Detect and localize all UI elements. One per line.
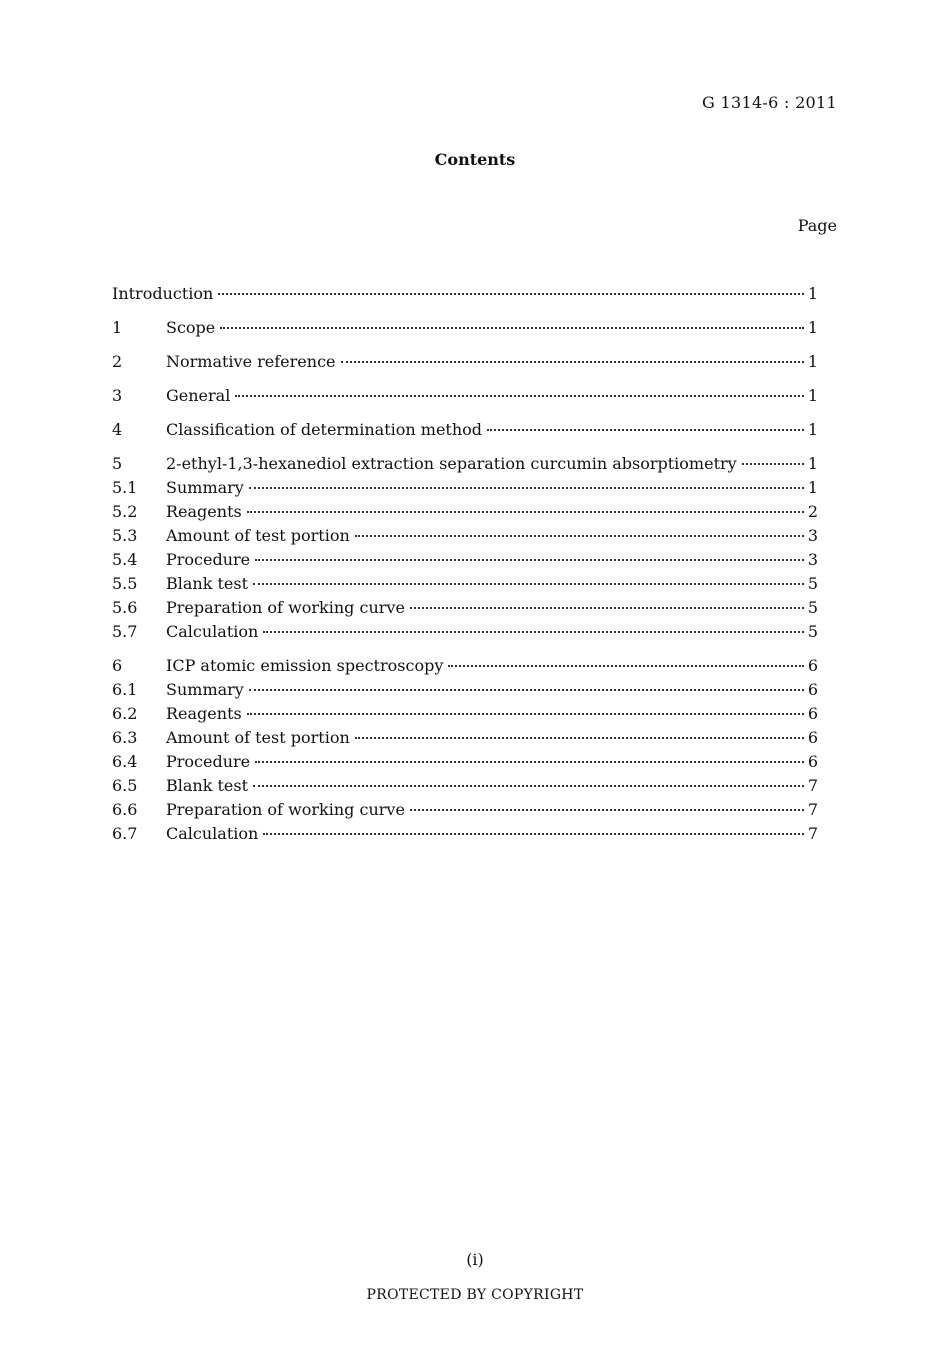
toc-entry[interactable] [112,548,818,572]
toc-entry-page: 1 [807,478,818,497]
toc-entry-number: 5.7 [112,622,138,641]
toc-entry[interactable] [112,750,818,774]
toc-entry[interactable] [112,418,818,442]
toc-entry-number: 1 [112,318,123,337]
toc-entry[interactable] [112,620,818,644]
dot-leader [253,582,804,585]
toc-entry-number: 5.1 [112,478,138,497]
toc-entry-number: 3 [112,386,123,405]
toc-entry-page: 1 [807,420,818,439]
toc-entry-page: 3 [807,526,818,545]
toc-entry-title: Scope [166,318,216,337]
toc-entry-page: 6 [807,656,818,675]
toc-entry-title: 2-ethyl-1,3-hexanediol extraction separation curcumin absorptiometry [166,454,737,473]
toc-entry-title: Blank test [166,574,249,593]
toc-entry-number: 6.4 [112,752,138,771]
toc-entry-page: 1 [807,386,818,405]
dot-leader [341,360,804,363]
toc-entry-title: Amount of test portion [166,526,350,545]
dot-leader [410,808,804,811]
toc-entry-title: Calculation [166,622,259,641]
toc-entry-number: 5.5 [112,574,138,593]
dot-leader [220,326,804,329]
toc-entry-title: Blank test [166,776,249,795]
toc-entry-page: 6 [807,704,818,723]
toc-entry-title: ICP atomic emission spectroscopy [166,656,444,675]
dot-leader [235,394,803,397]
dot-leader [742,462,804,465]
toc-entry-page: 2 [807,502,818,521]
dot-leader [247,510,804,513]
toc-entry-number: 5 [112,454,123,473]
toc-entry-title: Preparation of working curve [166,800,405,819]
toc-entry-number: 6.7 [112,824,138,843]
dot-leader [355,736,804,739]
toc-entry-title: Preparation of working curve [166,598,405,617]
toc-entry-page: 3 [807,550,818,569]
dot-leader [263,832,804,835]
dot-leader [249,688,804,691]
toc-entry[interactable] [112,596,818,620]
toc-entry-page: 7 [807,776,818,795]
toc-entry-page: 5 [807,598,818,617]
toc-entry-number: 6.2 [112,704,138,723]
toc-entry-number: 6.5 [112,776,138,795]
toc-entry-number: 5.3 [112,526,138,545]
toc-entry-page: 5 [807,574,818,593]
toc-entry[interactable] [112,316,818,340]
dot-leader [247,712,804,715]
dot-leader [255,558,804,561]
dot-leader [218,292,803,295]
toc-entry-number: 5.6 [112,598,138,617]
dot-leader [255,760,804,763]
toc-entry-number: 6.6 [112,800,138,819]
toc-entry-number: 6 [112,656,123,675]
toc-entry-title: Procedure [166,752,251,771]
toc-entry-page: 1 [807,352,818,371]
page-column-label: Page [797,216,837,235]
toc-entry[interactable] [112,822,818,846]
toc-entry[interactable] [112,798,818,822]
toc-entry[interactable] [112,774,818,798]
toc-entry[interactable] [112,654,818,678]
toc-entry-title: Amount of test portion [166,728,350,747]
toc-entry-title: Calculation [166,824,259,843]
dot-leader [249,486,804,489]
toc-entry[interactable] [112,452,818,476]
toc-entry-number: 4 [112,420,123,439]
dot-leader [448,664,803,667]
toc-entry-number: 5.2 [112,502,138,521]
page-number: (i) [466,1250,484,1269]
toc-entry-title: Summary [166,680,244,699]
toc-entry-title: Reagents [166,502,242,521]
toc-entry-number: 5.4 [112,550,138,569]
toc-entry[interactable] [112,678,818,702]
toc-entry-number: 6.3 [112,728,138,747]
toc-entry-page: 1 [807,284,818,303]
toc-entry[interactable] [112,702,818,726]
dot-leader [410,606,804,609]
toc-entry-number: 2 [112,352,123,371]
dot-leader [263,630,804,633]
toc-entry-title: Introduction [112,284,214,303]
document-number: G 1314-6 : 2011 [702,93,837,112]
toc-entry-page: 7 [807,800,818,819]
toc-entry-page: 5 [807,622,818,641]
toc-entry[interactable] [112,572,818,596]
toc-entry-page: 7 [807,824,818,843]
toc-entry-title: Reagents [166,704,242,723]
toc-entry-title: Classification of determination method [166,420,483,439]
copyright-notice: PROTECTED BY COPYRIGHT [366,1287,584,1303]
toc-entry-page: 6 [807,752,818,771]
toc-entry[interactable] [112,500,818,524]
dot-leader [487,428,804,431]
toc-entry-page: 1 [807,318,818,337]
toc-entry-title: Procedure [166,550,251,569]
toc-entry-title: General [166,386,231,405]
dot-leader [355,534,804,537]
toc-entry-page: 1 [807,454,818,473]
toc-entry[interactable] [112,726,818,750]
toc-entry-number: 6.1 [112,680,138,699]
toc-entry[interactable] [112,350,818,374]
toc-entry[interactable] [112,384,818,408]
toc-entry[interactable] [112,282,818,306]
toc-entry-title: Summary [166,478,244,497]
toc-entry[interactable] [112,476,818,500]
dot-leader [253,784,804,787]
toc-entry-page: 6 [807,728,818,747]
toc-entry[interactable] [112,524,818,548]
toc-entry-page: 6 [807,680,818,699]
table-of-contents [112,282,818,846]
toc-entry-title: Normative reference [166,352,336,371]
page-title: Contents [434,150,516,169]
